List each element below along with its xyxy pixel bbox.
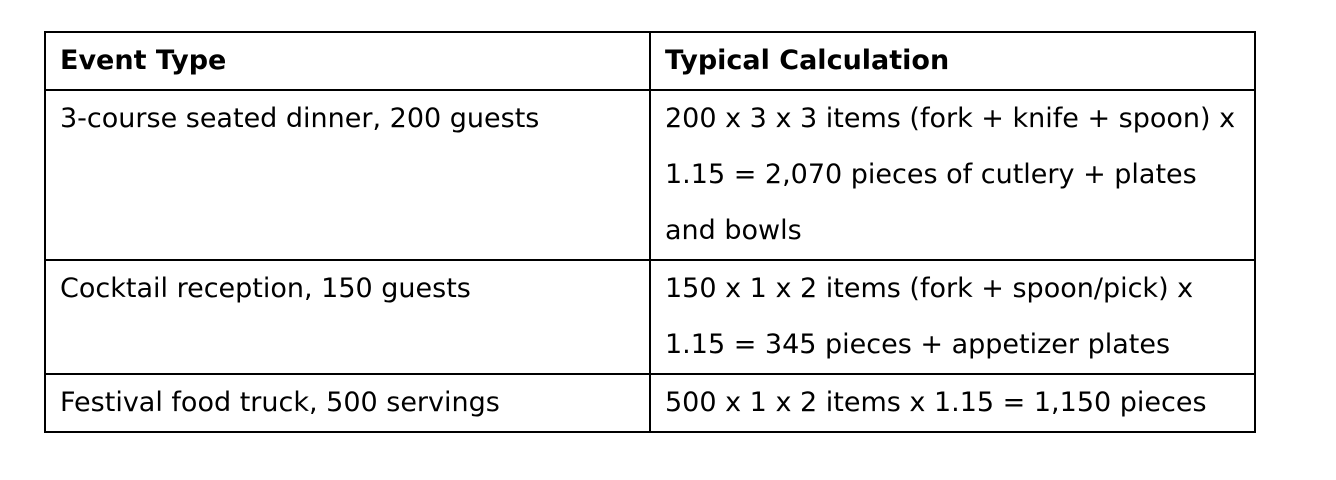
table-header-row — [45, 32, 1255, 90]
table-row — [45, 90, 1255, 260]
calculation-cell: 150 x 1 x 2 items (fork + spoon/pick) x 1.15 = 345 pieces + appetizer plates — [650, 260, 1255, 374]
table-row — [45, 260, 1255, 374]
calculation-cell: 500 x 1 x 2 items x 1.15 = 1,150 pieces — [650, 374, 1255, 432]
event-calculation-table — [44, 31, 1256, 433]
header-typical-calculation: Typical Calculation — [650, 32, 1255, 90]
event-type-cell: Cocktail reception, 150 guests — [45, 260, 650, 374]
table-row — [45, 374, 1255, 432]
calculation-cell: 200 x 3 x 3 items (fork + knife + spoon) x 1.15 = 2,070 pieces of cutlery + plates and bowls — [650, 90, 1255, 260]
event-type-cell: 3-course seated dinner, 200 guests — [45, 90, 650, 260]
event-type-cell: Festival food truck, 500 servings — [45, 374, 650, 432]
header-event-type: Event Type — [45, 32, 650, 90]
